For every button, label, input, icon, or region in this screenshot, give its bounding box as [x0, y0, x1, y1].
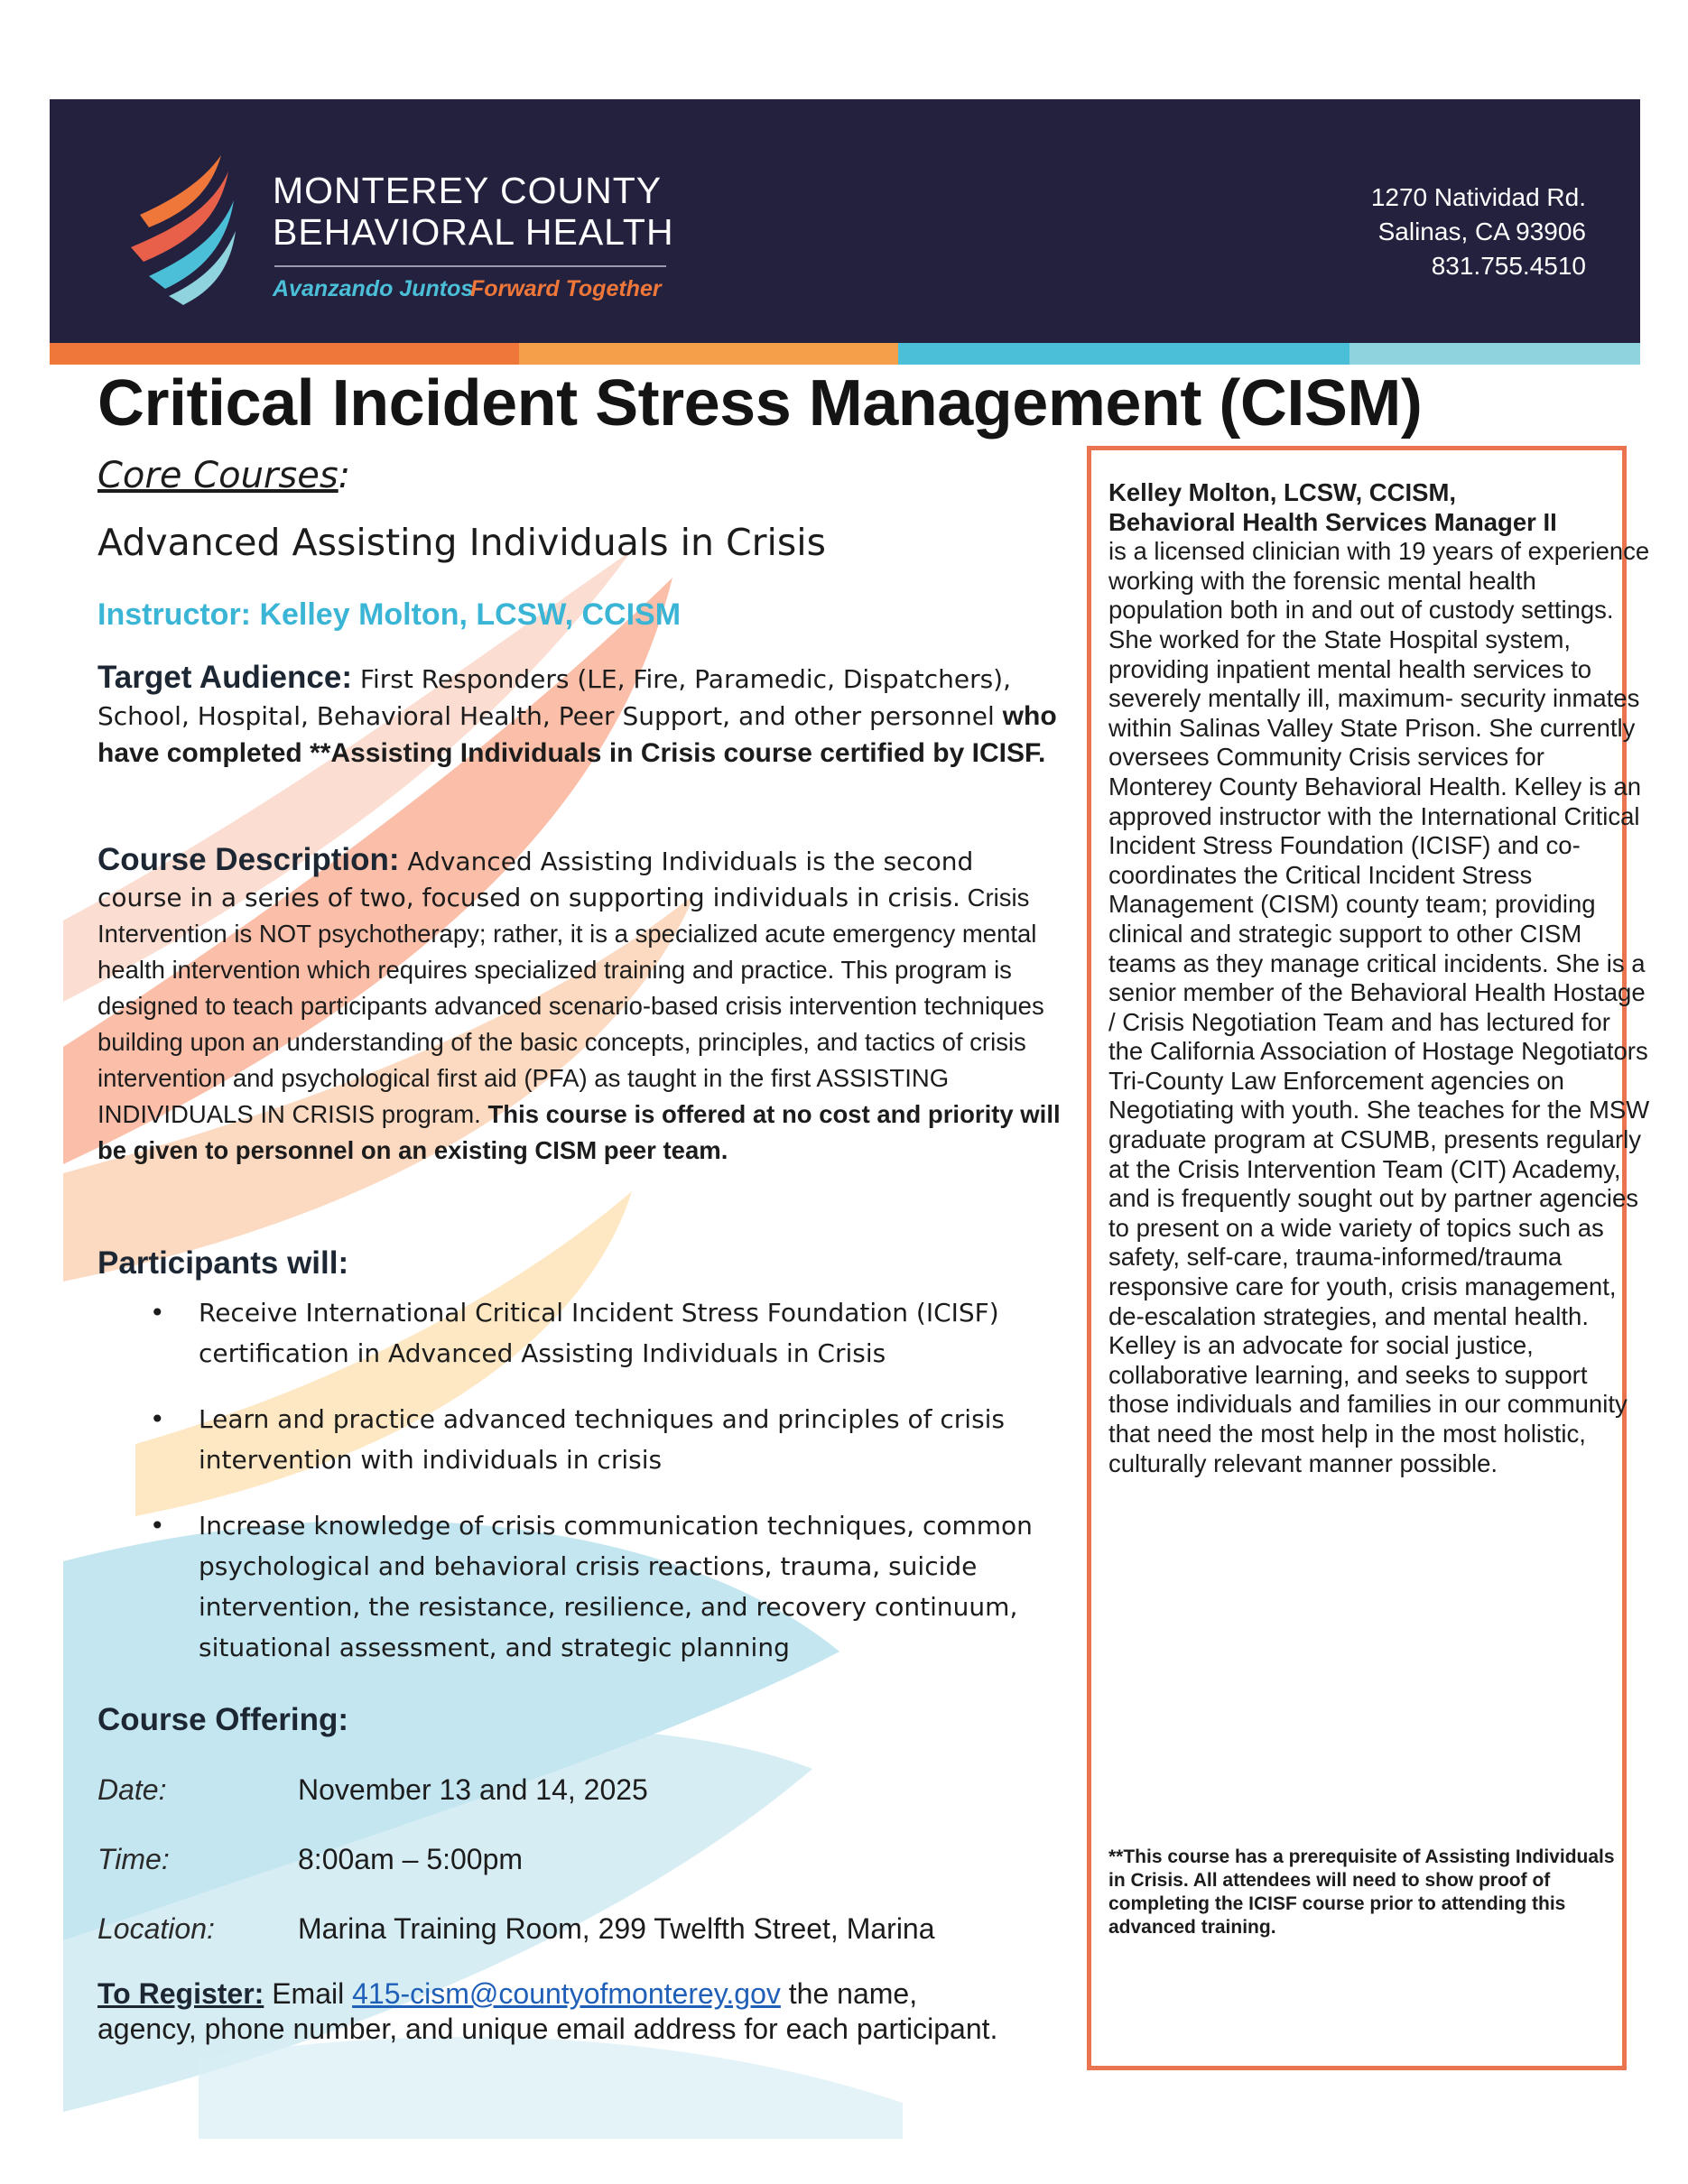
location-label: Location: [97, 1912, 215, 1945]
course-description [97, 842, 1063, 1169]
target-audience-text: First Responders (LE, Fire, Paramedic, Dispatchers), School, Hospital, Behavioral Health, Peer Support, and other personnel [97, 664, 1011, 731]
target-audience [97, 659, 1063, 772]
register-email-link[interactable]: 415-cism@countyofmonterey.gov [352, 1977, 781, 2010]
course-name: Advanced Assisting Individuals in Crisis [97, 521, 827, 564]
header-color-stripe [50, 343, 1640, 365]
course-description-bold: This course is offered at no cost and priority will be given to personnel on an existing CISM peer team. [97, 1100, 1061, 1164]
location-value: Marina Training Room, 299 Twelfth Street, Marina [298, 1912, 935, 1945]
page-title: Critical Incident Stress Management (CISM) [97, 367, 1423, 440]
date-value: November 13 and 14, 2025 [298, 1773, 648, 1806]
core-courses-text: Core Courses [97, 455, 339, 496]
course-description-text: Crisis Intervention is NOT psychotherapy; rather, it is a specialized acute emergency mental health intervention which requires specialized training and practice. This program is designed to teach participants advanced scenario-based crisis intervention techniques building upon an understanding of the basic concepts, principles, and tactics of crisis intervention and psychological first aid (PFA) as taught in the first ASSISTING INDIVIDUALS IN CRISIS program. [97, 884, 1044, 1128]
address-street: 1270 Natividad Rd. [1370, 183, 1586, 211]
time-row [97, 1843, 523, 1876]
list-item-text: Increase knowledge of crisis communication techniques, common psychological and behavioral crisis reactions, trauma, suicide intervention, the resistance, resilience, and recovery continuum, situational assessment, and strategic planning [199, 1511, 1033, 1662]
tagline-english: Forward Together [470, 276, 662, 301]
prerequisite-note: **This course has a prerequisite of Assisting Individuals in Crisis. All attendees will need to show proof of completing the ICISF course prior to attending this advanced training. [1108, 1846, 1615, 1938]
participants-list [144, 1292, 1047, 1693]
register-post: the name, agency, phone number, and unique email address for each participant. [97, 1977, 998, 2045]
time-label: Time: [97, 1843, 170, 1875]
address-phone: 831.755.4510 [1431, 252, 1586, 280]
participants-heading: Participants will: [97, 1245, 349, 1281]
tagline-spanish: Avanzando Juntos [273, 276, 474, 301]
course-offering-heading: Course Offering: [97, 1702, 349, 1737]
org-name-line1: MONTEREY COUNTY [273, 170, 663, 211]
org-name-divider [274, 265, 666, 267]
list-item-text: Learn and practice advanced techniques and principles of crisis intervention with individuals in crisis [199, 1404, 1006, 1475]
bullet-icon: • [150, 1404, 165, 1434]
register-label: To Register: [97, 1977, 264, 2010]
address-block [1371, 180, 1586, 283]
list-item [144, 1292, 1047, 1374]
course-description-label: Course Description: [97, 842, 400, 877]
bio-role: Behavioral Health Services Manager II [1108, 507, 1557, 536]
target-audience-bold: who have completed **Assisting Individuals in Crisis course certified by ICISF. [97, 701, 1057, 768]
register-pre: Email [264, 1977, 353, 2010]
header-banner [50, 99, 1640, 343]
core-courses-label [97, 455, 350, 496]
bullet-icon: • [150, 1298, 165, 1328]
bio-name: Kelley Molton, LCSW, CCISM, [1108, 478, 1457, 506]
core-courses-colon: : [338, 455, 351, 496]
instructor-line: Instructor: Kelley Molton, LCSW, CCISM [97, 597, 682, 632]
address-city: Salinas, CA 93906 [1377, 217, 1586, 245]
course-description-lead: Advanced Assisting Individuals is the second course in a series of two, focused on supporting individuals in crisis. [97, 847, 974, 912]
time-value: 8:00am – 5:00pm [298, 1843, 524, 1875]
list-item [144, 1399, 1047, 1480]
date-row [97, 1773, 648, 1807]
date-label: Date: [97, 1773, 167, 1806]
monterey-county-logo-icon [113, 153, 257, 307]
bullet-icon: • [150, 1511, 165, 1541]
bio-text: is a licensed clinician with 19 years of experience working with the forensic mental health population both in and out of custody settings. She worked for the State Hospital system, providing inpatient mental health services to severely mentally ill, maximum- security inmates within Salinas Valley State Prison. She currently oversees Community Crisis services for Monterey County Behavioral Health. Kelley is an approved instructor with the International Critical Incident Stress Foundation (ICISF) and co- coordinates the Critical Incident Stress Management (CISM) county team; providing clinical and strategic support to other CISM teams as they manage critical incidents. She is a senior member of the Behavioral Health Hostage / Crisis Negotiation Team and has lectured for the California Association of Hostage Negotiators Tri-County Law Enforcement agencies on Negotiating with youth. She teaches for the MSW graduate program at CSUMB, presents regularly at the Crisis Intervention Team (CIT) Academy, and is frequently sought out by partner agencies to present on a wide variety of topics such as safety, self-care, trauma-informed/trauma responsive care for youth, crisis management, de-escalation strategies, and mental health. Kelley is an advocate for social justice, collaborative learning, and seeks to support those individuals and families in our community that need the most help in the most holistic, culturally relevant manner possible. [1108, 537, 1650, 1477]
instructor-bio [1108, 478, 1650, 1478]
location-row [97, 1912, 935, 1946]
list-item [144, 1505, 1047, 1668]
list-item-text: Receive International Critical Incident Stress Foundation (ICISF) certification in Advanced Assisting Individuals in Crisis [199, 1298, 999, 1368]
org-name-line2: BEHAVIORAL HEALTH [273, 211, 674, 253]
target-audience-label: Target Audience: [97, 660, 352, 695]
registration-info [97, 1976, 1000, 2047]
